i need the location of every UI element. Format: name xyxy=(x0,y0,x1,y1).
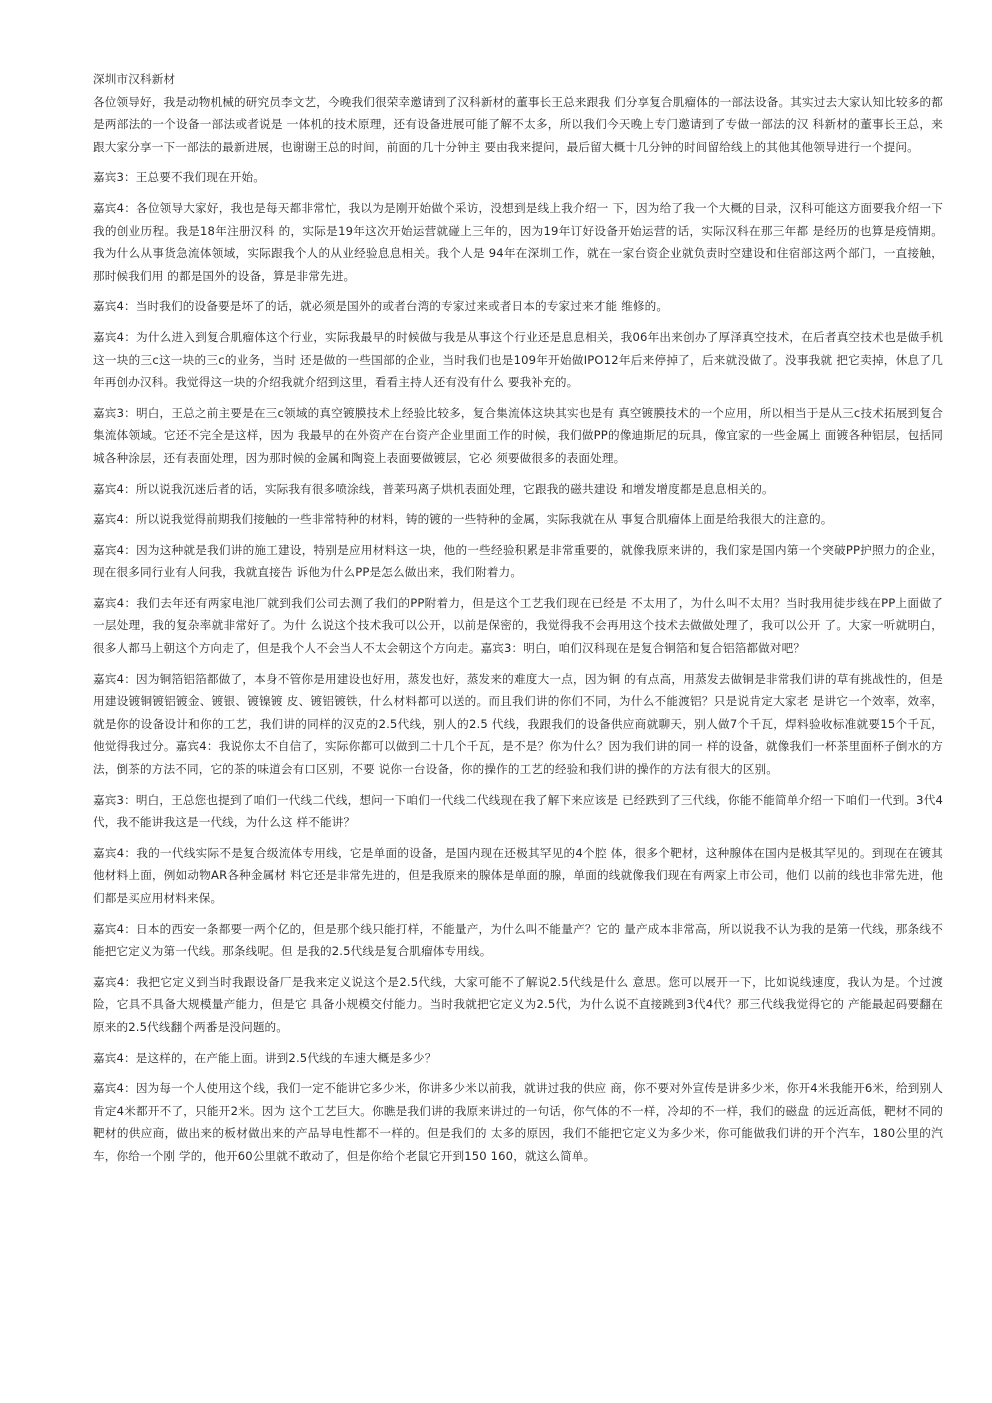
paragraph: 嘉宾4：因为每一个人使用这个线，我们一定不能讲它多少米，你讲多少米以前我，就讲过我的供应 商，你不要对外宣传是讲多少米，你开4米我能开6米，给到别人肯定4米都开不了，只能开2米。因为 这个工艺巨大。你瞧是我们讲的我原来讲过的一句话，你气体的不一样，冷却的不一样，我们的磁盘 的远近高低，靶材不同的靶材的供应商，做出来的板材做出来的产品导电性都不一样的。但是我们的 太多的原因，我们不能把它定义为多少米，你可能做我们讲的开个汽车，180公里的汽车，你给一个刚 学的，他开60公里就不敢动了，但是你给个老鼠它开到150 160，就这么简单。 xyxy=(93,1081,943,1163)
paragraph: 嘉宾4：所以说我沉迷后者的话，实际我有很多喷涂线，普莱玛离子烘机表面处理，它跟我的磁共建设 和增发增度都是息息相关的。 xyxy=(93,481,774,496)
paragraph: 嘉宾4：我把它定义到当时我跟设备厂是我来定义说这个是2.5代线，大家可能不了解说2.5代线是什么 意思。您可以展开一下，比如说线速度，我认为是。个过渡险，它具不具备大规模量产能力，但是它 具备小规模交付能力。当时我就把它定义为2.5代，为什么说不直接跳到3代4代？那三代线我觉得它的 产能最起码要翻在原来的2.5代线翻个两番是没问题的。 xyxy=(93,974,943,1034)
paragraph: 嘉宾4：我的一代线实际不是复合级流体专用线，它是单面的设备，是国内现在还极其罕见的4个腔 体，很多个靶材，这种腺体在国内是极其罕见的。到现在在镀其他材料上面，例如动物AR各种金属材 料它还是非常先进的，但是我原来的腺体是单面的腺，单面的线就像我们现在有两家上市公司，他们 以前的线也非常先进，他们都是买应用材料来保。 xyxy=(93,845,943,905)
document-title: 深圳市汉科新材 xyxy=(93,72,176,86)
paragraph: 嘉宾4：我们去年还有两家电池厂就到我们公司去测了我们的PP附着力，但是这个工艺我们现在已经是 不太用了，为什么叫不太用？当时我用徒步线在PP上面做了一层处理，我的复杂率就非常好了。为什 么说这个技术我可以公开，以前是保密的，我觉得我不会再用这个技术去做做处理了，我可以公开 了。大家一听就明白，很多人都马上朝这个方向走了，但是我个人不会当人不太会朝这个方向走。嘉宾3：明白，咱们汉科现在是复合铜箔和复合铝箔都做对吧？ xyxy=(93,595,943,656)
paragraph: 嘉宾4：因为这种就是我们讲的施工建设，特别是应用材料这一块，他的一些经验积累是非常重要的，就像我原来讲的，我们家是国内第一个突破PP护照力的企业，现在很多同行业有人问我，我就直接告 诉他为什么PP是怎么做出来，我们附着力。 xyxy=(93,542,943,580)
paragraph: 嘉宾4：日本的西安一条都要一两个亿的，但是那个线只能打样，不能量产，为什么叫不能量产？它的 量产成本非常高，所以说我不认为我的是第一代线，那条线不能把它定义为第一代线。那条线呢。但 是我的2.5代线是复合肌瘤体专用线。 xyxy=(93,921,943,959)
paragraph: 嘉宾4：为什么进入到复合肌瘤体这个行业，实际我最早的时候做与我是从事这个行业还是息息相关，我06年出来创办了厚泽真空技术，在后者真空技术也是做手机这一块的三c这一块的三c的业务，当时 还是做的一些国部的企业，当时我们也是109年开始做IPO12年后来停掉了，后来就没做了。没事我就 把它卖掉，休息了几年再创办汉科。我觉得这一块的介绍我就介绍到这里，看看主持人还有没有什么 要我补充的。 xyxy=(93,329,943,390)
paragraph: 嘉宾4：是这样的，在产能上面。讲到2.5代线的车速大概是多少？ xyxy=(93,1050,437,1065)
paragraph: 嘉宾3：明白，王总您也提到了咱们一代线二代线，想问一下咱们一代线二代线现在我了解下来应该是 已经跌到了三代线，你能不能简单介绍一下咱们一代到。3代4代，我不能讲我这是一代线，为什么这 样不能讲？ xyxy=(93,792,943,830)
paragraph: 嘉宾3：王总要不我们现在开始。 xyxy=(93,170,265,185)
paragraph: 嘉宾3：明白，王总之前主要是在三c领域的真空镀膜技术上经验比较多，复合集流体这块其实也是有 真空镀膜技术的一个应用，所以相当于是从三c技术拓展到复合集流体领域。它还不完全是这样，因为 我最早的在外资产在台资产企业里面工作的时候，我们做PP的像迪斯尼的玩具，像宜家的一些金属上 面镀各种铝层，包括同城各种涂层，还有表面处理，因为那时候的金属和陶瓷上表面要做镀层，它必 须要做很多的表面处理。 xyxy=(93,405,943,465)
document-page xyxy=(93,68,943,1176)
paragraph: 嘉宾4：所以说我觉得前期我们接触的一些非常特种的材料，铸的镀的一些特种的金属，实际我就在从 事复合肌瘤体上面是给我很大的注意的。 xyxy=(93,512,833,527)
paragraph-intro: 各位领导好，我是动物机械的研究员李文艺，今晚我们很荣幸邀请到了汉科新材的董事长王总来跟我 们分享复合肌瘤体的一部法设备。其实过去大家认知比较多的都是两部法的一个设备一部法或者说是 一体机的技术原理，还有设备进展可能了解不太多，所以我们今天晚上专门邀请到了专做一部法的汉 科新材的董事长王总，来跟大家分享一下一部法的最新进展，也谢谢王总的时间，前面的几十分钟主 要由我来提问，最后留大概十几分钟的时间留给线上的其他其他领导进行一个提问。 xyxy=(93,94,943,154)
paragraph: 嘉宾4：各位领导大家好，我也是每天都非常忙，我以为是刚开始做个采访，没想到是线上我介绍一 下，因为给了我一个大概的目录，汉科可能这方面要我介绍一下我的创业历程。我是18年注册汉科 的，实际是19年这次开始运营就碰上三年的，因为19年订好设备开始运营的话，实际汉科在那三年都 是经历的也算是疫情期。我为什么从事货急流体领域，实际跟我个人的从业经验息息相关。我个人是 94年在深圳工作，就在一家台资企业就负责时空建设和住宿部这两个部门，一直接触，那时候我们用 的都是国外的设备，算是非常先进。 xyxy=(93,200,943,283)
paragraph: 嘉宾4：当时我们的设备要是坏了的话，就必须是国外的或者台湾的专家过来或者日本的专家过来才能 维修的。 xyxy=(93,299,669,314)
paragraph: 嘉宾4：因为铜箔铝箔都做了，本身不管你是用建设也好用，蒸发也好，蒸发来的难度大一点，因为铜 的有点高，用蒸发去做铜是非常我们讲的草有挑战性的，但是用建设镀铜镀铝镀金、镀银、镀镍镀 皮、镀铝镀铁，什么材料都可以送的。而且我们讲的你们不同，为什么不能渡铝？只是说肯定大家老 是讲它一个效率，效率，就是你的设备设计和你的工艺，我们讲的同样的汉克的2.5代线，别人的2.5 代线，我跟我们的设备供应商就聊天，别人做7个千瓦，焊料验收标准就要15个千瓦，他觉得我过分。嘉宾4：我说你太不自信了，实际你都可以做到二十几个千瓦，是不是？你为什么？因为我们讲的同一 样的设备，就像我们一杯茶里面杯子倒水的方法，倒茶的方法不同，它的茶的味道会有口区别，不要 说你一台设备，你的操作的工艺的经验和我们讲的操作的方法有很大的区别。 xyxy=(93,671,943,777)
